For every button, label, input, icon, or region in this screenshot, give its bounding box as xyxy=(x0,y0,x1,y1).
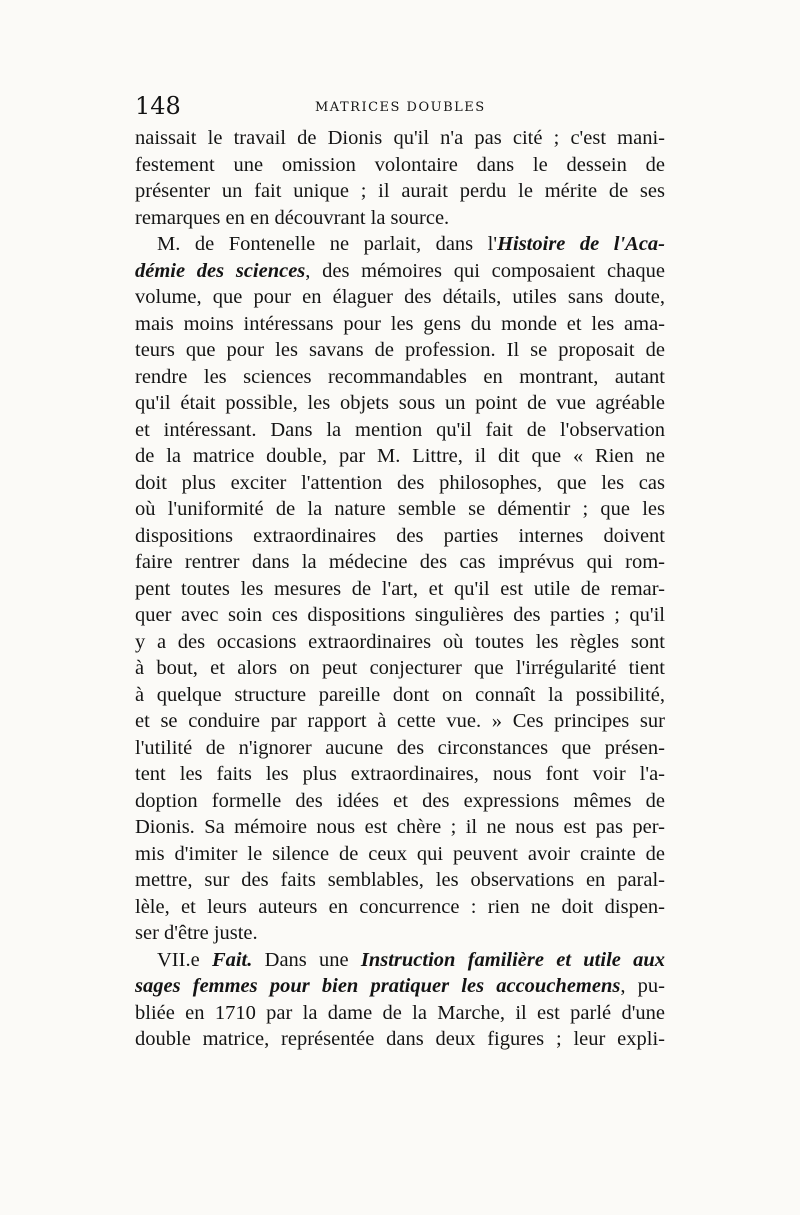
text-line: mettre, sur des faits semblables, les observations en paral- xyxy=(135,869,665,891)
text-line: à bout, et alors on peut conjecturer que l'irrégularité tient xyxy=(135,657,665,679)
text-line: double matrice, représentée dans deux figures ; leur expli- xyxy=(135,1028,665,1050)
page-number: 148 xyxy=(135,92,181,120)
text-line: Dionis. Sa mémoire nous est chère ; il ne nous est pas per- xyxy=(135,816,665,838)
body-text xyxy=(135,125,665,1053)
text-line xyxy=(135,973,665,1000)
book-title-run: démie des sciences xyxy=(135,259,306,282)
text-line: mais moins intéressans pour les gens du monde et les ama- xyxy=(135,312,665,335)
text-line: de la matrice double, par M. Littre, il dit que « Rien ne xyxy=(135,445,665,467)
text-line: où l'uniformité de la nature semble se démentir ; que les xyxy=(135,498,665,520)
book-title-run: sages femmes pour bien pratiquer les accouchemens xyxy=(135,975,621,997)
text-line: doit plus exciter l'attention des philosophes, que les cas xyxy=(135,471,665,494)
text-line: naissait le travail de Dionis qu'il n'a pas cité ; c'est mani- xyxy=(135,127,665,149)
book-title-run: Histoire de l'Aca- xyxy=(497,233,665,255)
text-line: l'utilité de n'ignorer aucune des circonstances que présen- xyxy=(135,736,665,759)
book-title-run: Instruction familière et utile aux xyxy=(360,948,666,971)
section-number: VII.e xyxy=(157,948,212,971)
text-line: qu'il était possible, les objets sous un point de vue agréable xyxy=(135,392,665,414)
running-title: MATRICES DOUBLES xyxy=(315,100,486,115)
text-line: et se conduire par rapport à cette vue. » Ces principes sur xyxy=(135,710,665,732)
text-line xyxy=(135,947,665,974)
text-line: remarques en en découvrant la source. xyxy=(135,206,450,229)
text-run: M. de Fontenelle ne parlait, dans l' xyxy=(157,233,498,255)
text-line: festement une omission volontaire dans le dessein de xyxy=(135,153,665,176)
text-line: faire rentrer dans la médecine des cas imprévus qui rom- xyxy=(135,551,665,573)
text-line xyxy=(135,258,665,285)
text-line: quer avec soin ces dispositions singulières des parties ; qu'il xyxy=(135,604,665,626)
text-line: mis d'imiter le silence de ceux qui peuvent avoir crainte de xyxy=(135,842,665,865)
text-line: y a des occasions extraordinaires où toutes les règles sont xyxy=(135,630,665,653)
text-run: , pu- xyxy=(620,975,666,997)
text-line: teurs que pour les savans de profession. Il se proposait de xyxy=(135,339,665,361)
text-line: bliée en 1710 par la dame de la Marche, il est parlé d'une xyxy=(135,1001,665,1024)
text-run: Dans une xyxy=(252,948,361,971)
text-line: rendre les sciences recommandables en montrant, autant xyxy=(135,365,665,388)
text-line: tent les faits les plus extraordinaires, nous font voir l'a- xyxy=(135,763,665,785)
text-run: , des mémoires qui composaient chaque xyxy=(305,259,665,282)
text-line: doption formelle des idées et des expressions mêmes de xyxy=(135,789,665,812)
text-line: et intéressant. Dans la mention qu'il fait de l'observation xyxy=(135,418,665,441)
text-line: à quelque structure pareille dont on connaît la possibilité, xyxy=(135,683,665,706)
text-line: dispositions extraordinaires des parties internes doivent xyxy=(135,524,665,547)
text-line: présenter un fait unique ; il aurait perdu le mérite de ses xyxy=(135,180,665,202)
text-line: lèle, et leurs auteurs en concurrence : rien ne doit dispen- xyxy=(135,895,665,918)
section-label: Fait. xyxy=(211,948,253,971)
text-line: ser d'être juste. xyxy=(135,922,258,944)
text-line xyxy=(135,231,665,258)
text-line: pent toutes les mesures de l'art, et qu'il est utile de remar- xyxy=(135,577,665,600)
page-header xyxy=(135,92,665,122)
text-line: volume, que pour en élaguer des détails, utiles sans doute, xyxy=(135,286,665,308)
